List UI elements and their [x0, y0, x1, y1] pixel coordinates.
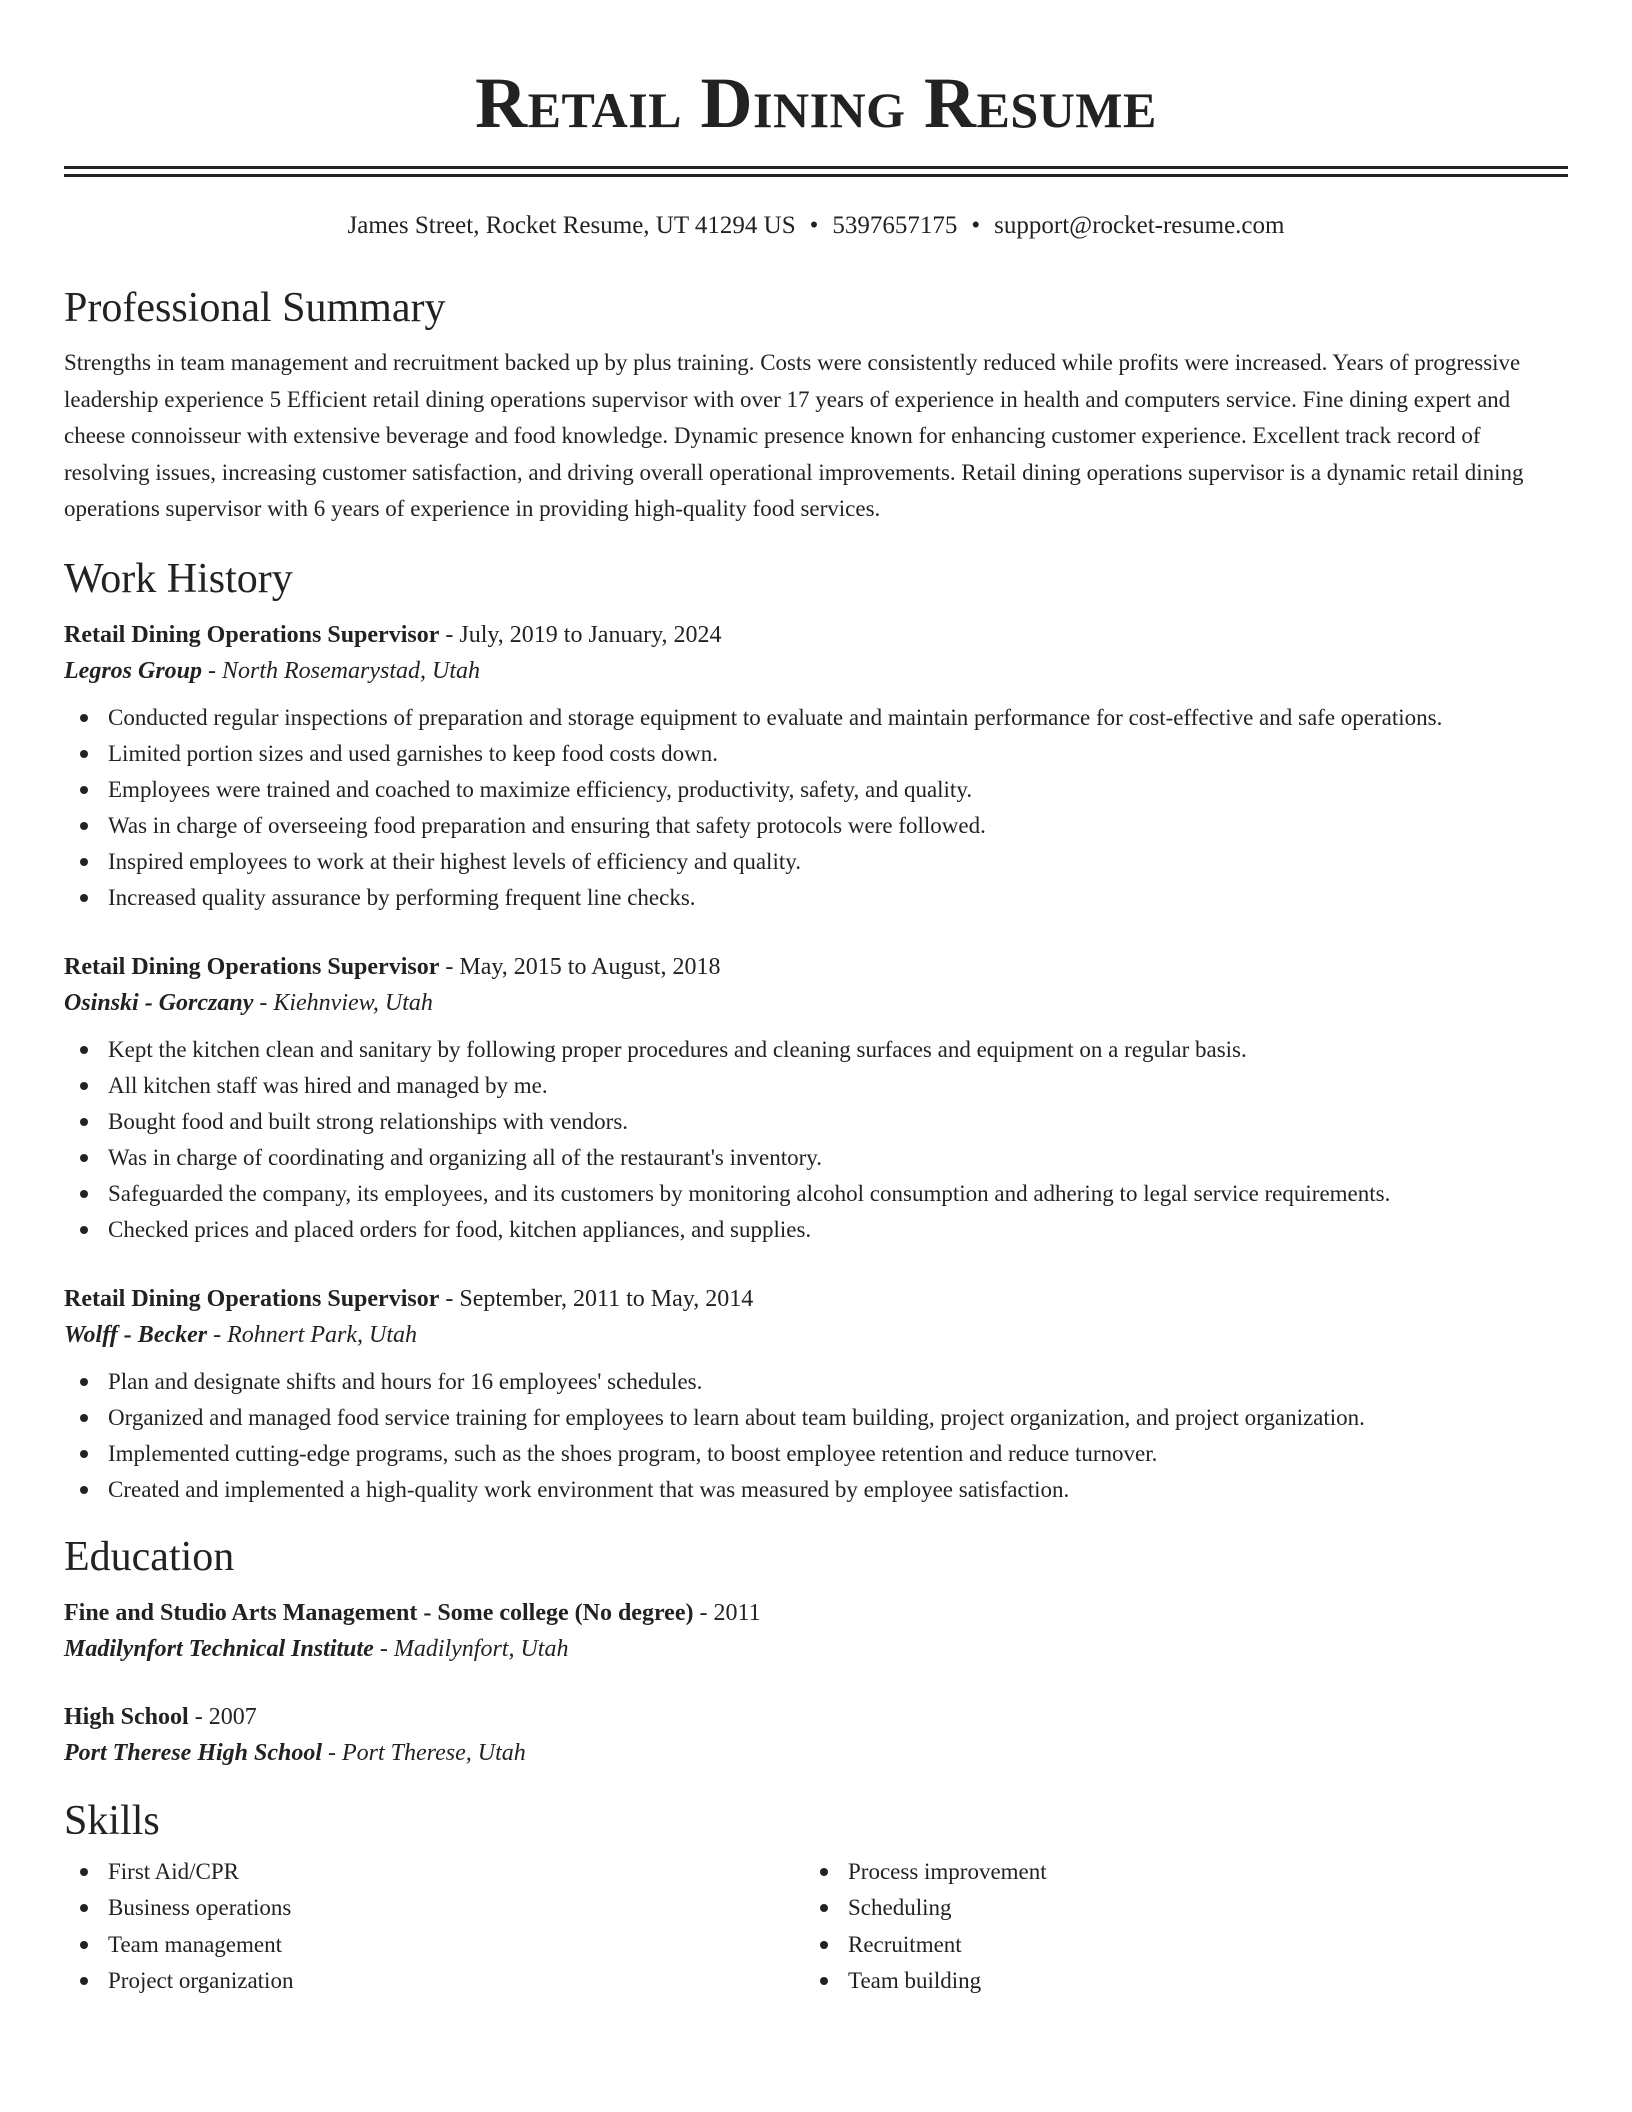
education-school-line: [64, 1734, 1568, 1772]
education-school: Madilynfort Technical Institute: [64, 1635, 374, 1662]
job-title-line: [64, 618, 1568, 652]
company-line: [64, 1316, 1568, 1354]
summary-text: Strengths in team management and recruitment backed up by plus training. Costs were consistently reduced while profits were increased. Years of progressive leadership experience 5 Efficient retail dining operations supervisor with over 17 years of experience in health and computers service. Fine dining expert and cheese connoisseur with extensive beverage and food knowledge. Dynamic presence known for enhancing customer experience. Excellent track record of resolving issues, increasing customer satisfaction, and driving overall operational improvements. Retail dining operations supervisor is a dynamic retail dining operations supervisor with 6 years of experience in providing high-quality food services.: [64, 350, 1524, 521]
education-year: - 2011: [693, 1599, 761, 1626]
job-bullets: [64, 1364, 1568, 1508]
job-bullet: Created and implemented a high-quality work environment that was measured by employee satisfaction.: [64, 1472, 1568, 1508]
job-bullet: Was in charge of overseeing food preparation and ensuring that safety protocols were followed.: [64, 808, 1568, 844]
job-bullet: Limited portion sizes and used garnishes to keep food costs down.: [64, 736, 1568, 772]
contact-separator: •: [971, 212, 981, 239]
job-title: Retail Dining Operations Supervisor: [64, 953, 440, 980]
company-location: - North Rosemarystad, Utah: [202, 657, 481, 684]
company-line: [64, 652, 1568, 690]
education-year: - 2007: [188, 1703, 257, 1730]
job-entry: [64, 618, 1568, 916]
company-name: Osinski - Gorczany: [64, 989, 254, 1016]
skills-heading: Skills: [64, 1797, 160, 1844]
education-entry: [64, 1596, 1568, 1668]
summary-heading: Professional Summary: [64, 285, 446, 331]
education-degree-line: [64, 1700, 1568, 1734]
job-bullet: Checked prices and placed orders for food, kitchen appliances, and supplies.: [64, 1212, 1568, 1248]
job-dates: - July, 2019 to January, 2024: [439, 621, 722, 648]
job-bullet: Bought food and built strong relationships with vendors.: [64, 1104, 1568, 1140]
job-bullet: Inspired employees to work at their highest levels of efficiency and quality.: [64, 844, 1568, 880]
education-heading: Education: [64, 1533, 235, 1580]
company-location: - Kiehnview, Utah: [253, 989, 433, 1016]
contact-phone: 5397657175: [832, 212, 958, 239]
job-title-line: [64, 950, 1568, 984]
job-bullet: Safeguarded the company, its employees, and its customers by monitoring alcohol consumption and adhering to legal service requirements.: [64, 1176, 1568, 1212]
education-school-line: [64, 1630, 1568, 1668]
skill-item: Scheduling: [804, 1890, 1544, 1927]
contact-email: support@rocket-resume.com: [994, 212, 1285, 239]
education-location: - Port Therese, Utah: [322, 1739, 526, 1766]
title-divider: [64, 166, 1568, 177]
job-bullet: Organized and managed food service training for employees to learn about team building, project organization, and project organization.: [64, 1400, 1568, 1436]
skill-item: First Aid/CPR: [64, 1854, 804, 1891]
job-bullets: [64, 1032, 1568, 1248]
skill-item: Team management: [64, 1927, 804, 1964]
company-name: Wolff - Becker: [64, 1321, 208, 1348]
company-name: Legros Group: [64, 657, 203, 684]
skills-column-left: [64, 1854, 804, 2000]
job-bullet: Plan and designate shifts and hours for 16 employees' schedules.: [64, 1364, 1568, 1400]
company-location: - Rohnert Park, Utah: [207, 1321, 418, 1348]
education-school: Port Therese High School: [64, 1739, 323, 1766]
company-line: [64, 984, 1568, 1022]
contact-separator: •: [809, 212, 819, 239]
job-title: Retail Dining Operations Supervisor: [64, 1285, 440, 1312]
skill-item: Project organization: [64, 1963, 804, 2000]
education-degree: Fine and Studio Arts Management - Some college (No degree): [64, 1599, 694, 1626]
education-degree: High School: [64, 1703, 189, 1730]
education-location: - Madilynfort, Utah: [373, 1635, 569, 1662]
contact-line: [64, 211, 1568, 241]
job-title-line: [64, 1282, 1568, 1316]
job-entry: [64, 950, 1568, 1248]
resume-title: Retail Dining Resume: [475, 63, 1157, 143]
skill-item: Process improvement: [804, 1854, 1544, 1891]
skills-grid: [64, 1854, 1568, 2000]
job-bullet: Implemented cutting-edge programs, such as the shoes program, to boost employee retention and reduce turnover.: [64, 1436, 1568, 1472]
job-dates: - September, 2011 to May, 2014: [439, 1285, 754, 1312]
job-bullet: Increased quality assurance by performing frequent line checks.: [64, 880, 1568, 916]
job-title: Retail Dining Operations Supervisor: [64, 621, 440, 648]
job-bullet: Kept the kitchen clean and sanitary by following proper procedures and cleaning surfaces and equipment on a regular basis.: [64, 1032, 1568, 1068]
skill-item: Recruitment: [804, 1927, 1544, 1964]
job-bullets: [64, 700, 1568, 916]
job-bullet: Was in charge of coordinating and organizing all of the restaurant's inventory.: [64, 1140, 1568, 1176]
skill-item: Business operations: [64, 1890, 804, 1927]
skill-item: Team building: [804, 1963, 1544, 2000]
job-bullet: Employees were trained and coached to maximize efficiency, productivity, safety, and quality.: [64, 772, 1568, 808]
contact-address: James Street, Rocket Resume, UT 41294 US: [347, 212, 796, 239]
job-bullet: All kitchen staff was hired and managed by me.: [64, 1068, 1568, 1104]
education-entry: [64, 1700, 1568, 1772]
job-dates: - May, 2015 to August, 2018: [439, 953, 721, 980]
job-bullet: Conducted regular inspections of preparation and storage equipment to evaluate and maintain performance for cost-effective and safe operations.: [64, 700, 1568, 736]
work-history-heading: Work History: [64, 555, 293, 602]
job-entry: [64, 1282, 1568, 1508]
skills-column-right: [804, 1854, 1544, 2000]
education-degree-line: [64, 1596, 1568, 1630]
